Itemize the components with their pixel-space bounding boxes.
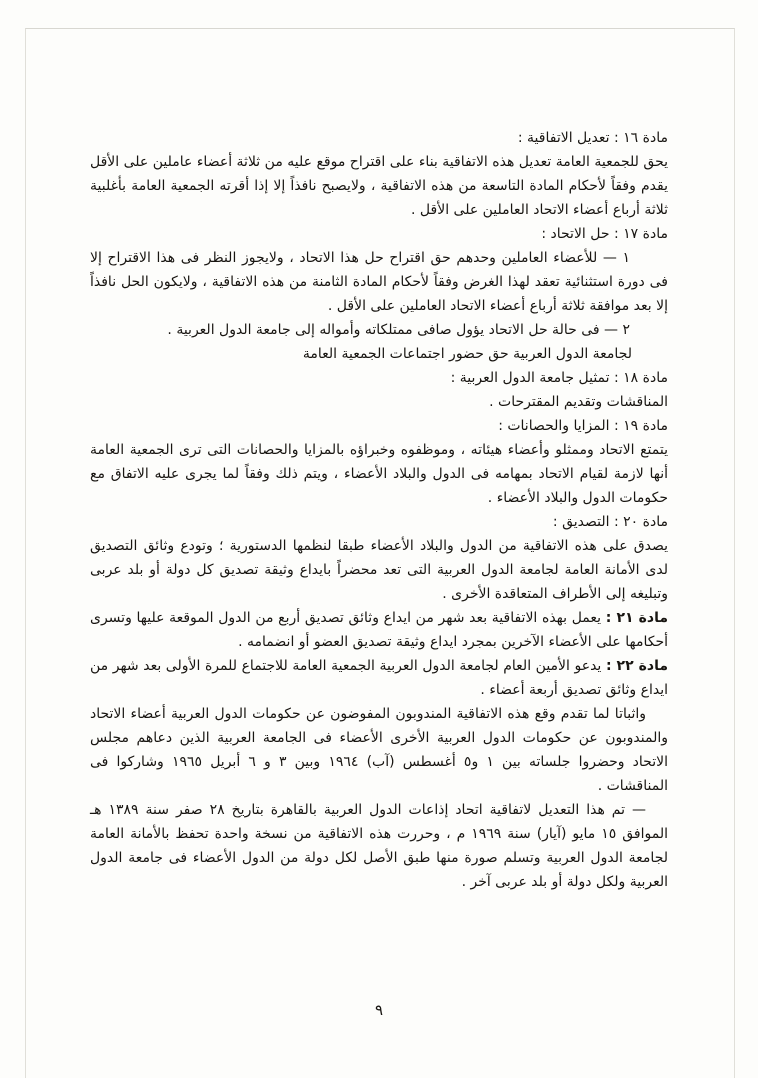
- article-18-body-line: المناقشات وتقديم المقترحات .: [489, 394, 668, 410]
- article-21-paragraph: [90, 606, 668, 654]
- article-18-misplaced-line: لجامعة الدول العربية حق حضور اجتماعات الجمعية العامة: [302, 346, 632, 362]
- article-19-heading: مادة ١٩ : المزايا والحصانات :: [498, 418, 668, 434]
- article-17-heading: مادة ١٧ : حل الاتحاد :: [541, 226, 668, 242]
- article-20-heading: مادة ٢٠ : التصديق :: [552, 514, 668, 530]
- document-body: [90, 126, 668, 894]
- article-21-label: مادة ٢١ :: [605, 610, 669, 626]
- closing-paragraph-2: — تم هذا التعديل لاتفاقية اتحاد إذاعات الدول العربية بالقاهرة بتاريخ ٢٨ صفر سنة ١٣٨٩ هـ الموافق ١٥ مايو (آيار) سنة ١٩٦٩ م ، وحررت هذه الاتفاقية من نسخة واحدة تحفظ بالأمانة العامة لجامعة الدول العربية وتسلم صورة منها طبق الأصل لكل دولة من الدول الأعضاء فى جامعة الدول العربية ولكل دولة أو بلد عربى آخر .: [90, 802, 668, 890]
- article-16-heading: مادة ١٦ : تعديل الاتفاقية :: [517, 130, 668, 146]
- page-number: ٩: [374, 1001, 384, 1019]
- article-17-clause-2: ٢ — فى حالة حل الاتحاد يؤول صافى ممتلكاته وأمواله إلى جامعة الدول العربية .: [167, 322, 630, 338]
- article-22-label: مادة ٢٢ :: [605, 658, 669, 674]
- article-16-body: يحق للجمعية العامة تعديل هذه الاتفاقية بناء على اقتراح موقع عليه من ثلاثة أعضاء عاملين على الأقل يقدم وفقاً لأحكام المادة التاسعة من هذه الاتفاقية ، ولايصبح نافذاً إلا إذا أقرته الجمعية العامة بأغلبية ثلاثة أرباع أعضاء الاتحاد العاملين على الأقل .: [90, 154, 668, 218]
- closing-paragraph-1: واثباتا لما تقدم وقع هذه الاتفاقية المندوبون المفوضون عن حكومات الدول العربية أعضاء الاتحاد والمندوبون عن حكومات الدول العربية الأخرى الأعضاء فى الجامعة العربية الذين دعاهم مجلس الاتحاد وحضروا جلساته بين ١ و٥ أغسطس (آب) ١٩٦٤ وبين ٣ و ٦ أبريل ١٩٦٥ وشاركوا فى المناقشات .: [90, 706, 668, 794]
- article-18-heading: مادة ١٨ : تمثيل جامعة الدول العربية :: [450, 370, 668, 386]
- article-22-body: يدعو الأمين العام لجامعة الدول العربية الجمعية العامة للاجتماع للمرة الأولى بعد شهر من ايداع وثائق تصديق أربعة أعضاء .: [90, 658, 668, 698]
- article-22-paragraph: [90, 654, 668, 702]
- article-19-body: يتمتع الاتحاد وممثلو وأعضاء هيئاته ، وموظفوه وخبراؤه بالمزايا والحصانات التى ترى الجمعية العامة أنها لازمة لقيام الاتحاد بمهامه فى الدول والبلاد الأعضاء ، ويتم ذلك وفقاً لما يجرى عليه الاتفاق مع حكومات الدول والبلاد الأعضاء .: [90, 442, 668, 506]
- article-20-body: يصدق على هذه الاتفاقية من الدول والبلاد الأعضاء طبقا لنظمها الدستورية ؛ وتودع وثائق التصديق لدى الأمانة العامة لجامعة الدول العربية التى تعد محضراً بايداع وثيقة تصديق كل دولة أو بلد عربى وتبليغه إلى الأطراف المتعاقدة الأخرى .: [90, 538, 668, 602]
- article-17-clause-1: ١ — للأعضاء العاملين وحدهم حق اقتراح حل هذا الاتحاد ، ولايجوز النظر فى هذا الاقتراح إلا فى دورة استثنائية تعقد لهذا الغرض وفقاً لأحكام المادة الثامنة من هذه الاتفاقية ، ولايكون الحل نافذاً إلا بعد موافقة ثلاثة أرباع أعضاء الاتحاد العاملين على الأقل .: [90, 250, 668, 314]
- article-21-body: يعمل بهذه الاتفاقية بعد شهر من ايداع وثائق تصديق أربع من الدول الموقعة عليها وتسرى أحكامها على الأعضاء الآخرين بمجرد ايداع وثيقة تصديق العضو أو انضمامه .: [90, 610, 668, 650]
